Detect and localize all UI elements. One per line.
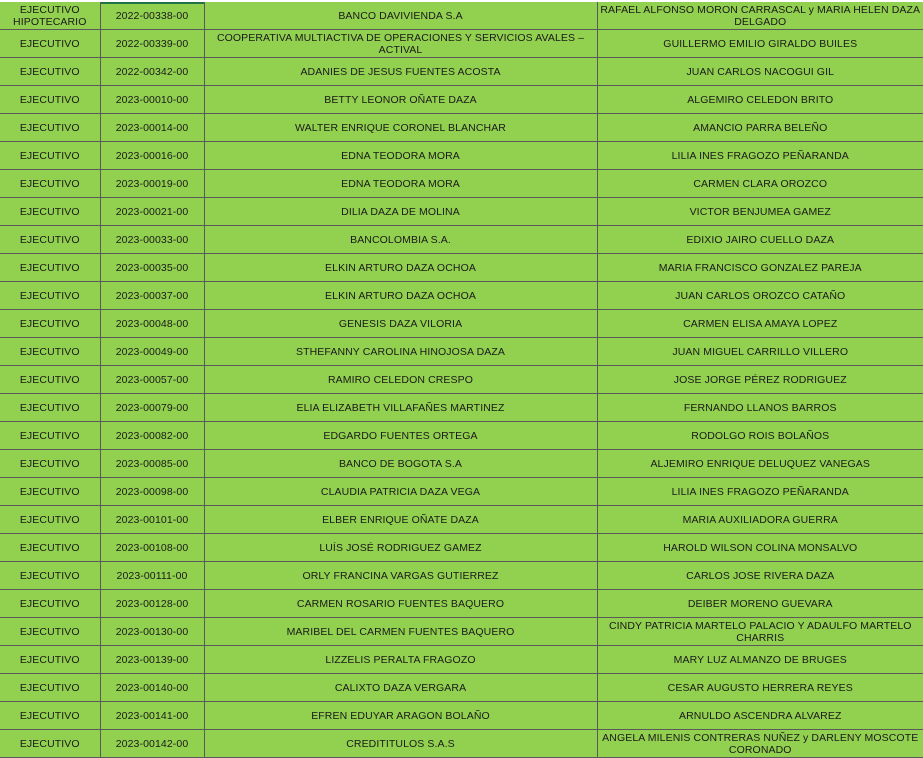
cell-defendant[interactable]: JUAN MIGUEL CARRILLO VILLERO: [597, 338, 923, 366]
cell-plaintiff[interactable]: CARMEN ROSARIO FUENTES BAQUERO: [204, 590, 597, 618]
cell-case-number[interactable]: 2023-00141-00: [100, 702, 204, 730]
table-row: [0, 226, 923, 254]
table-row: [0, 86, 923, 114]
cell-defendant[interactable]: MARIA FRANCISCO GONZALEZ PAREJA: [597, 254, 923, 282]
cell-defendant[interactable]: CESAR AUGUSTO HERRERA REYES: [597, 674, 923, 702]
cell-defendant[interactable]: AMANCIO PARRA BELEÑO: [597, 114, 923, 142]
cell-defendant[interactable]: JUAN CARLOS OROZCO CATAÑO: [597, 282, 923, 310]
table-row: [0, 366, 923, 394]
cell-defendant[interactable]: GUILLERMO EMILIO GIRALDO BUILES: [597, 30, 923, 58]
cell-process-type[interactable]: EJECUTIVO: [0, 590, 100, 618]
cell-process-type[interactable]: EJECUTIVO: [0, 422, 100, 450]
cell-defendant[interactable]: LILIA INES FRAGOZO PEÑARANDA: [597, 478, 923, 506]
cell-plaintiff[interactable]: BANCO DAVIVIENDA S.A: [204, 2, 597, 30]
cell-case-number[interactable]: 2023-00019-00: [100, 170, 204, 198]
cell-case-number[interactable]: 2022-00339-00: [100, 30, 204, 58]
cell-plaintiff[interactable]: ELKIN ARTURO DAZA OCHOA: [204, 254, 597, 282]
table-row: [0, 702, 923, 730]
cell-process-type[interactable]: EJECUTIVO: [0, 198, 100, 226]
cell-plaintiff[interactable]: ORLY FRANCINA VARGAS GUTIERREZ: [204, 562, 597, 590]
cell-case-number[interactable]: 2022-00342-00: [100, 58, 204, 86]
cell-defendant[interactable]: JOSE JORGE PÉREZ RODRIGUEZ: [597, 366, 923, 394]
cell-case-number[interactable]: 2023-00057-00: [100, 366, 204, 394]
cell-process-type[interactable]: EJECUTIVO: [0, 114, 100, 142]
table-row: [0, 534, 923, 562]
cell-plaintiff[interactable]: WALTER ENRIQUE CORONEL BLANCHAR: [204, 114, 597, 142]
cell-defendant[interactable]: ALGEMIRO CELEDON BRITO: [597, 86, 923, 114]
cell-defendant[interactable]: CARMEN CLARA OROZCO: [597, 170, 923, 198]
table-row: [0, 2, 923, 30]
cell-process-type[interactable]: EJECUTIVO: [0, 310, 100, 338]
table-row: [0, 142, 923, 170]
table-row: [0, 478, 923, 506]
cell-plaintiff[interactable]: ADANIES DE JESUS FUENTES ACOSTA: [204, 58, 597, 86]
table-row: [0, 590, 923, 618]
cell-defendant[interactable]: ANGELA MILENIS CONTRERAS NUÑEZ y DARLENY MOSCOTE CORONADO: [597, 730, 923, 758]
table-row: [0, 618, 923, 646]
table-row: [0, 450, 923, 478]
cell-defendant[interactable]: CARMEN ELISA AMAYA LOPEZ: [597, 310, 923, 338]
cell-plaintiff[interactable]: GENESIS DAZA VILORIA: [204, 310, 597, 338]
cell-defendant[interactable]: ALJEMIRO ENRIQUE DELUQUEZ VANEGAS: [597, 450, 923, 478]
cell-defendant[interactable]: FERNANDO LLANOS BARROS: [597, 394, 923, 422]
cell-case-number[interactable]: 2023-00014-00: [100, 114, 204, 142]
table-row: [0, 198, 923, 226]
table-row: [0, 394, 923, 422]
cell-defendant[interactable]: EDIXIO JAIRO CUELLO DAZA: [597, 226, 923, 254]
cell-case-number[interactable]: 2023-00048-00: [100, 310, 204, 338]
cell-process-type[interactable]: EJECUTIVO: [0, 338, 100, 366]
cell-defendant[interactable]: LILIA INES FRAGOZO PEÑARANDA: [597, 142, 923, 170]
cell-plaintiff[interactable]: MARIBEL DEL CARMEN FUENTES BAQUERO: [204, 618, 597, 646]
cell-case-number[interactable]: 2023-00082-00: [100, 422, 204, 450]
cell-process-type[interactable]: EJECUTIVO: [0, 86, 100, 114]
cell-plaintiff[interactable]: ELBER ENRIQUE OÑATE DAZA: [204, 506, 597, 534]
cell-process-type[interactable]: EJECUTIVO: [0, 170, 100, 198]
cell-process-type[interactable]: EJECUTIVO: [0, 254, 100, 282]
cell-plaintiff[interactable]: EDNA TEODORA MORA: [204, 170, 597, 198]
table-row: [0, 170, 923, 198]
cell-plaintiff[interactable]: RAMIRO CELEDON CRESPO: [204, 366, 597, 394]
cell-process-type[interactable]: EJECUTIVO: [0, 58, 100, 86]
table-row: [0, 562, 923, 590]
cell-case-number[interactable]: 2023-00037-00: [100, 282, 204, 310]
table-row: [0, 114, 923, 142]
cell-case-number[interactable]: 2023-00140-00: [100, 674, 204, 702]
cell-defendant[interactable]: CARLOS JOSE RIVERA DAZA: [597, 562, 923, 590]
cell-process-type[interactable]: EJECUTIVO: [0, 478, 100, 506]
table-row: [0, 338, 923, 366]
table-row: [0, 58, 923, 86]
cell-defendant[interactable]: MARY LUZ ALMANZO DE BRUGES: [597, 646, 923, 674]
cell-process-type[interactable]: EJECUTIVO: [0, 506, 100, 534]
cell-process-type[interactable]: EJECUTIVO: [0, 226, 100, 254]
cell-case-number[interactable]: 2023-00035-00: [100, 254, 204, 282]
cell-case-number[interactable]: 2023-00016-00: [100, 142, 204, 170]
cell-case-number[interactable]: 2023-00098-00: [100, 478, 204, 506]
cell-defendant[interactable]: MARIA AUXILIADORA GUERRA: [597, 506, 923, 534]
cell-case-number[interactable]: 2023-00101-00: [100, 506, 204, 534]
cell-defendant[interactable]: DEIBER MORENO GUEVARA: [597, 590, 923, 618]
cell-process-type[interactable]: EJECUTIVO: [0, 366, 100, 394]
cell-plaintiff[interactable]: STHEFANNY CAROLINA HINOJOSA DAZA: [204, 338, 597, 366]
table-row: [0, 422, 923, 450]
cell-defendant[interactable]: HAROLD WILSON COLINA MONSALVO: [597, 534, 923, 562]
cell-case-number[interactable]: 2023-00021-00: [100, 198, 204, 226]
cell-process-type[interactable]: EJECUTIVO: [0, 646, 100, 674]
table-row: [0, 310, 923, 338]
cell-defendant[interactable]: RAFAEL ALFONSO MORON CARRASCAL y MARIA HELEN DAZA DELGADO: [597, 2, 923, 30]
cell-process-type[interactable]: EJECUTIVO: [0, 702, 100, 730]
cell-process-type[interactable]: EJECUTIVO: [0, 730, 100, 758]
table-row: [0, 282, 923, 310]
cell-case-number[interactable]: 2023-00111-00: [100, 562, 204, 590]
cell-defendant[interactable]: RODOLGO ROIS BOLAÑOS: [597, 422, 923, 450]
cell-process-type[interactable]: EJECUTIVO: [0, 674, 100, 702]
cell-plaintiff[interactable]: BETTY LEONOR OÑATE DAZA: [204, 86, 597, 114]
cell-plaintiff[interactable]: ELIA ELIZABETH VILLAFAÑES MARTINEZ: [204, 394, 597, 422]
cell-case-number[interactable]: 2023-00010-00: [100, 86, 204, 114]
cell-case-number[interactable]: 2023-00139-00: [100, 646, 204, 674]
cell-plaintiff[interactable]: EDNA TEODORA MORA: [204, 142, 597, 170]
cell-plaintiff[interactable]: COOPERATIVA MULTIACTIVA DE OPERACIONES Y SERVICIOS AVALES – ACTIVAL: [204, 30, 597, 58]
cell-process-type[interactable]: EJECUTIVO: [0, 282, 100, 310]
cell-plaintiff[interactable]: LUÍS JOSÉ RODRIGUEZ GAMEZ: [204, 534, 597, 562]
cell-process-type[interactable]: EJECUTIVO: [0, 394, 100, 422]
cell-plaintiff[interactable]: LIZZELIS PERALTA FRAGOZO: [204, 646, 597, 674]
cell-plaintiff[interactable]: BANCO DE BOGOTA S.A: [204, 450, 597, 478]
cell-defendant[interactable]: CINDY PATRICIA MARTELO PALACIO Y ADAULFO MARTELO CHARRIS: [597, 618, 923, 646]
cell-process-type[interactable]: EJECUTIVO: [0, 30, 100, 58]
cell-process-type[interactable]: EJECUTIVO: [0, 450, 100, 478]
cell-case-number[interactable]: 2023-00085-00: [100, 450, 204, 478]
cell-case-number[interactable]: 2022-00338-00: [100, 2, 204, 30]
cell-defendant[interactable]: JUAN CARLOS NACOGUI GIL: [597, 58, 923, 86]
cell-case-number[interactable]: 2023-00049-00: [100, 338, 204, 366]
cell-plaintiff[interactable]: EFREN EDUYAR ARAGON BOLAÑO: [204, 702, 597, 730]
cell-case-number[interactable]: 2023-00108-00: [100, 534, 204, 562]
cell-case-number[interactable]: 2023-00079-00: [100, 394, 204, 422]
cell-case-number[interactable]: 2023-00130-00: [100, 618, 204, 646]
cell-process-type[interactable]: EJECUTIVO: [0, 618, 100, 646]
cell-plaintiff[interactable]: DILIA DAZA DE MOLINA: [204, 198, 597, 226]
cell-plaintiff[interactable]: ELKIN ARTURO DAZA OCHOA: [204, 282, 597, 310]
cell-case-number[interactable]: 2023-00033-00: [100, 226, 204, 254]
cell-plaintiff[interactable]: BANCOLOMBIA S.A.: [204, 226, 597, 254]
cell-process-type[interactable]: EJECUTIVO: [0, 534, 100, 562]
table-row: [0, 730, 923, 758]
cell-process-type[interactable]: EJECUTIVO HIPOTECARIO: [0, 2, 100, 30]
cell-process-type[interactable]: EJECUTIVO: [0, 142, 100, 170]
cell-plaintiff[interactable]: CLAUDIA PATRICIA DAZA VEGA: [204, 478, 597, 506]
spreadsheet-grid: [0, 2, 923, 758]
cell-plaintiff[interactable]: CALIXTO DAZA VERGARA: [204, 674, 597, 702]
table-row: [0, 254, 923, 282]
table-row: [0, 30, 923, 58]
table-row: [0, 506, 923, 534]
spreadsheet-body: [0, 2, 923, 758]
cell-defendant[interactable]: VICTOR BENJUMEA GAMEZ: [597, 198, 923, 226]
table-row: [0, 674, 923, 702]
cell-plaintiff[interactable]: EDGARDO FUENTES ORTEGA: [204, 422, 597, 450]
cell-case-number[interactable]: 2023-00128-00: [100, 590, 204, 618]
cell-process-type[interactable]: EJECUTIVO: [0, 562, 100, 590]
cell-defendant[interactable]: ARNULDO ASCENDRA ALVAREZ: [597, 702, 923, 730]
cell-plaintiff[interactable]: CREDITITULOS S.A.S: [204, 730, 597, 758]
cell-case-number[interactable]: 2023-00142-00: [100, 730, 204, 758]
table-row: [0, 646, 923, 674]
